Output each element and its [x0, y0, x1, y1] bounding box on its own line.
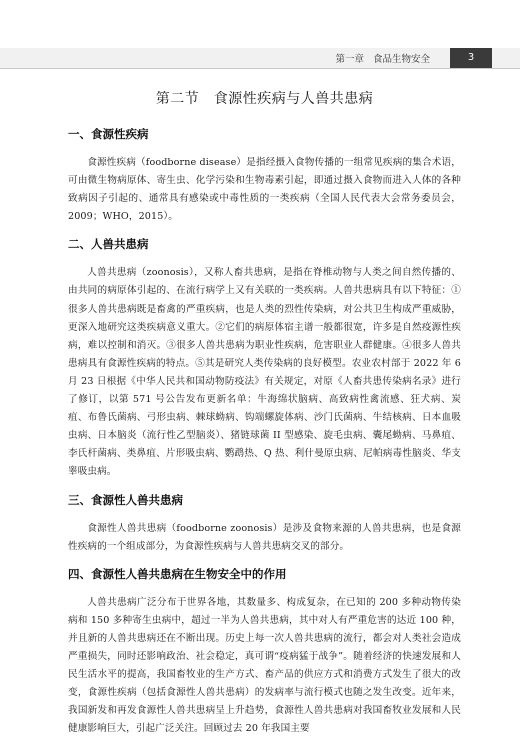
- subsection-heading-1: 一、食源性疾病: [68, 127, 149, 141]
- subsection-heading-3: 三、食源性人兽共患病: [68, 492, 183, 507]
- chapter-number: 第一章: [335, 54, 364, 65]
- paragraph-3: 食源性人兽共患病（foodborne zoonosis）是涉及食物来源的人兽共患病，也是食源性疾病的一个组成部分，为食源性疾病与人兽共患病交叉的部分。: [68, 522, 461, 552]
- section-title: 第二节 食源性疾病与人兽共患病: [155, 91, 374, 107]
- page-number: 3: [450, 48, 492, 68]
- paragraph-4: 人兽共患病广泛分布于世界各地，其数量多、构成复杂，在已知的 200 多种动物传染病和 150 多种寄生虫病中，超过一半为人兽共患病，其中对人有严重危害的达近 100 种，并且新的人兽共患病还在不断出现。历史上每一次人兽共患病的流行，都会对人类社会造成严重损失，同时还影响政治、社会稳定，真可谓“疫病猛于战争”。随着经济的快速发展和人民生活水平的提高，我国畜牧业的生产方式、畜产品的供应方式和消费方式发生了很大的改变，食源性疾病（包括食源性人兽共患病）的发病率与流行模式也随之发生改变。近年来，我国新发和再发食源性人兽共患病呈上升趋势，食源性人兽共患病对我国畜牧业发展和人民健康影响巨大，引起广泛关注。回顾过去 20 年我国主要: [68, 596, 461, 735]
- subsection-heading-2: 二、人兽共患病: [68, 237, 149, 252]
- chapter-title: 食品生物安全: [372, 54, 430, 65]
- paragraph-1: 食源性疾病（foodborne disease）是指经摄入食物传播的一组常见疾病的集合术语，可由微生物病原体、寄生虫、化学污染和生物毒素引起，即通过摄入食物而进入人体的各种致病因子引起的、通常具有感染或中毒性质的一类疾病（全国人民代表大会常务委员会，2009；WHO，2015）。: [68, 157, 461, 223]
- paragraph-2: 人兽共患病（zoonosis），又称人畜共患病，是指在脊椎动物与人类之间自然传播的、由共同的病原体引起的、在流行病学上又有关联的一类疾病。人兽共患病具有以下特征：①很多人兽共患病既是畜禽的严重疾病，也是人类的烈性传染病，对公共卫生构成严重威胁，更深入地研究这类疾病意义重大。②它们的病原体宿主谱一般都很宽，许多是自然疫源性疾病，难以控制和消灭。③很多人兽共患病为职业性疾病，危害职业人群健康。④很多人兽共患病具有食源性疾病的特点。⑤其是研究人类传染病的良好模型。农业农村部于 2022 年 6 月 23 日根据《中华人民共和国动物防疫法》有关规定，对原《人畜共患传染病名录》进行了修订，以第 571 号公告发布更新名单：牛海绵状脑病、高致病性禽流感、狂犬病、炭疽、布鲁氏菌病、弓形虫病、棘球蚴病、钩端螺旋体病、沙门氏菌病、牛结核病、日本血吸虫病、日本脑炎（流行性乙型脑炎）、猪链球菌 II 型感染、旋毛虫病、囊尾蚴病、马鼻疽、李氏杆菌病、类鼻疽、片形吸虫病、鹦鹉热、Q 热、利什曼原虫病、尼帕病毒性脑炎、华支睾吸虫病。: [68, 267, 461, 478]
- running-header: [329, 51, 430, 65]
- header-rule: [0, 68, 520, 69]
- running-header-band: [0, 48, 520, 68]
- page-body: [68, 80, 461, 746]
- subsection-heading-4: 四、食源性人兽共患病在生物安全中的作用: [68, 566, 287, 581]
